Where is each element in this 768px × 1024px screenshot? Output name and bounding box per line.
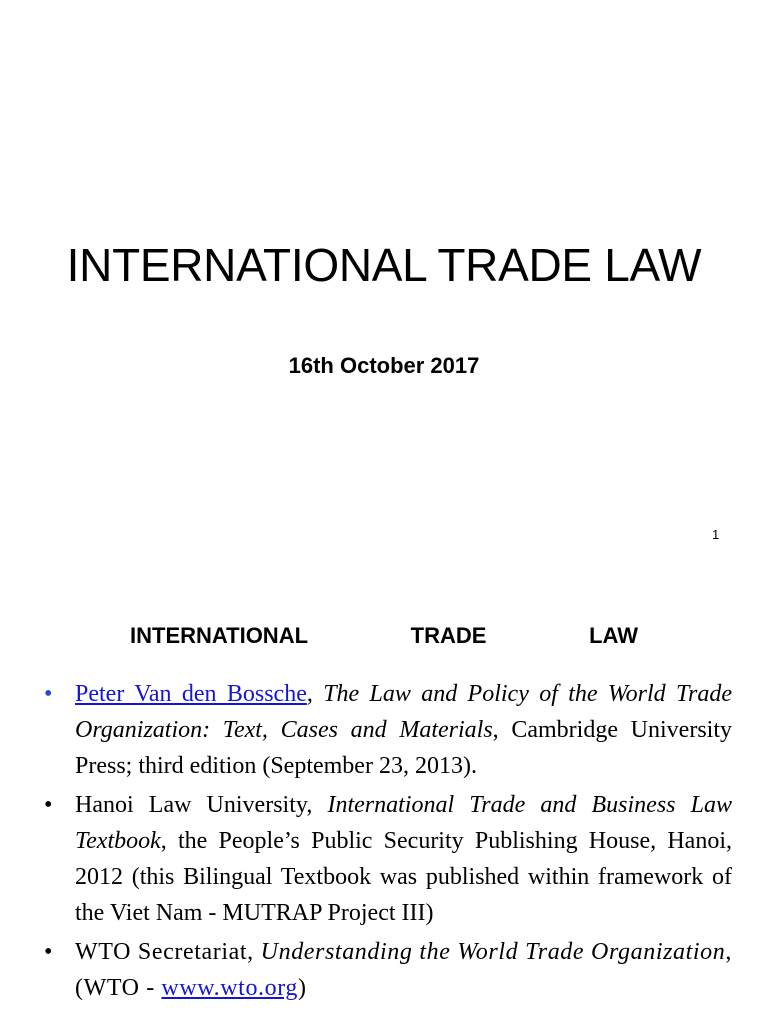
reference-item-hanoi [44, 787, 732, 931]
closing-paren: ) [298, 975, 307, 1001]
source-text: , (WTO - [75, 939, 732, 1001]
references-slide [0, 560, 768, 1024]
slide-title: INTERNATIONAL TRADE LAW [66, 239, 702, 291]
book-title-wto-law-policy: The Law and Policy of the World Trade Organization: Text, Cases and Materials [75, 681, 732, 743]
publisher-text: , Cambridge University Press; third edition (September 23, 2013). [75, 717, 732, 779]
author-text-wto: WTO Secretariat, [75, 939, 261, 965]
references-heading [130, 622, 638, 650]
reference-item-bossche [44, 676, 732, 784]
bullet-icon: • [44, 681, 53, 707]
heading-word-trade: TRADE [410, 623, 487, 648]
wto-website-link[interactable]: www.wto.org [161, 975, 299, 1001]
heading-word-law: LAW [589, 623, 638, 648]
publisher-text: , the People’s Public Security Publishing House, Hanoi, 2012 (this Bilingual Textbook was published within framework of the Viet Nam - MUTRAP Project III) [75, 828, 732, 926]
author-link-bossche[interactable]: Peter Van den Bossche [75, 681, 307, 707]
heading-word-international: INTERNATIONAL [130, 623, 309, 648]
author-text-hanoi: Hanoi Law University, [75, 792, 328, 818]
bullet-icon: • [44, 792, 53, 818]
book-title-understanding-wto: Understanding the World Trade Organization [260, 939, 726, 965]
page-number: 1 [712, 527, 720, 542]
slide-date: 16th October 2017 [288, 353, 480, 378]
reference-item-wto [44, 934, 732, 1006]
bullet-icon: • [44, 939, 54, 965]
book-title-trade-business-law: International Trade and Business Law Textbook [75, 792, 732, 854]
reference-list [44, 676, 732, 1006]
separator-text: , [306, 681, 324, 707]
